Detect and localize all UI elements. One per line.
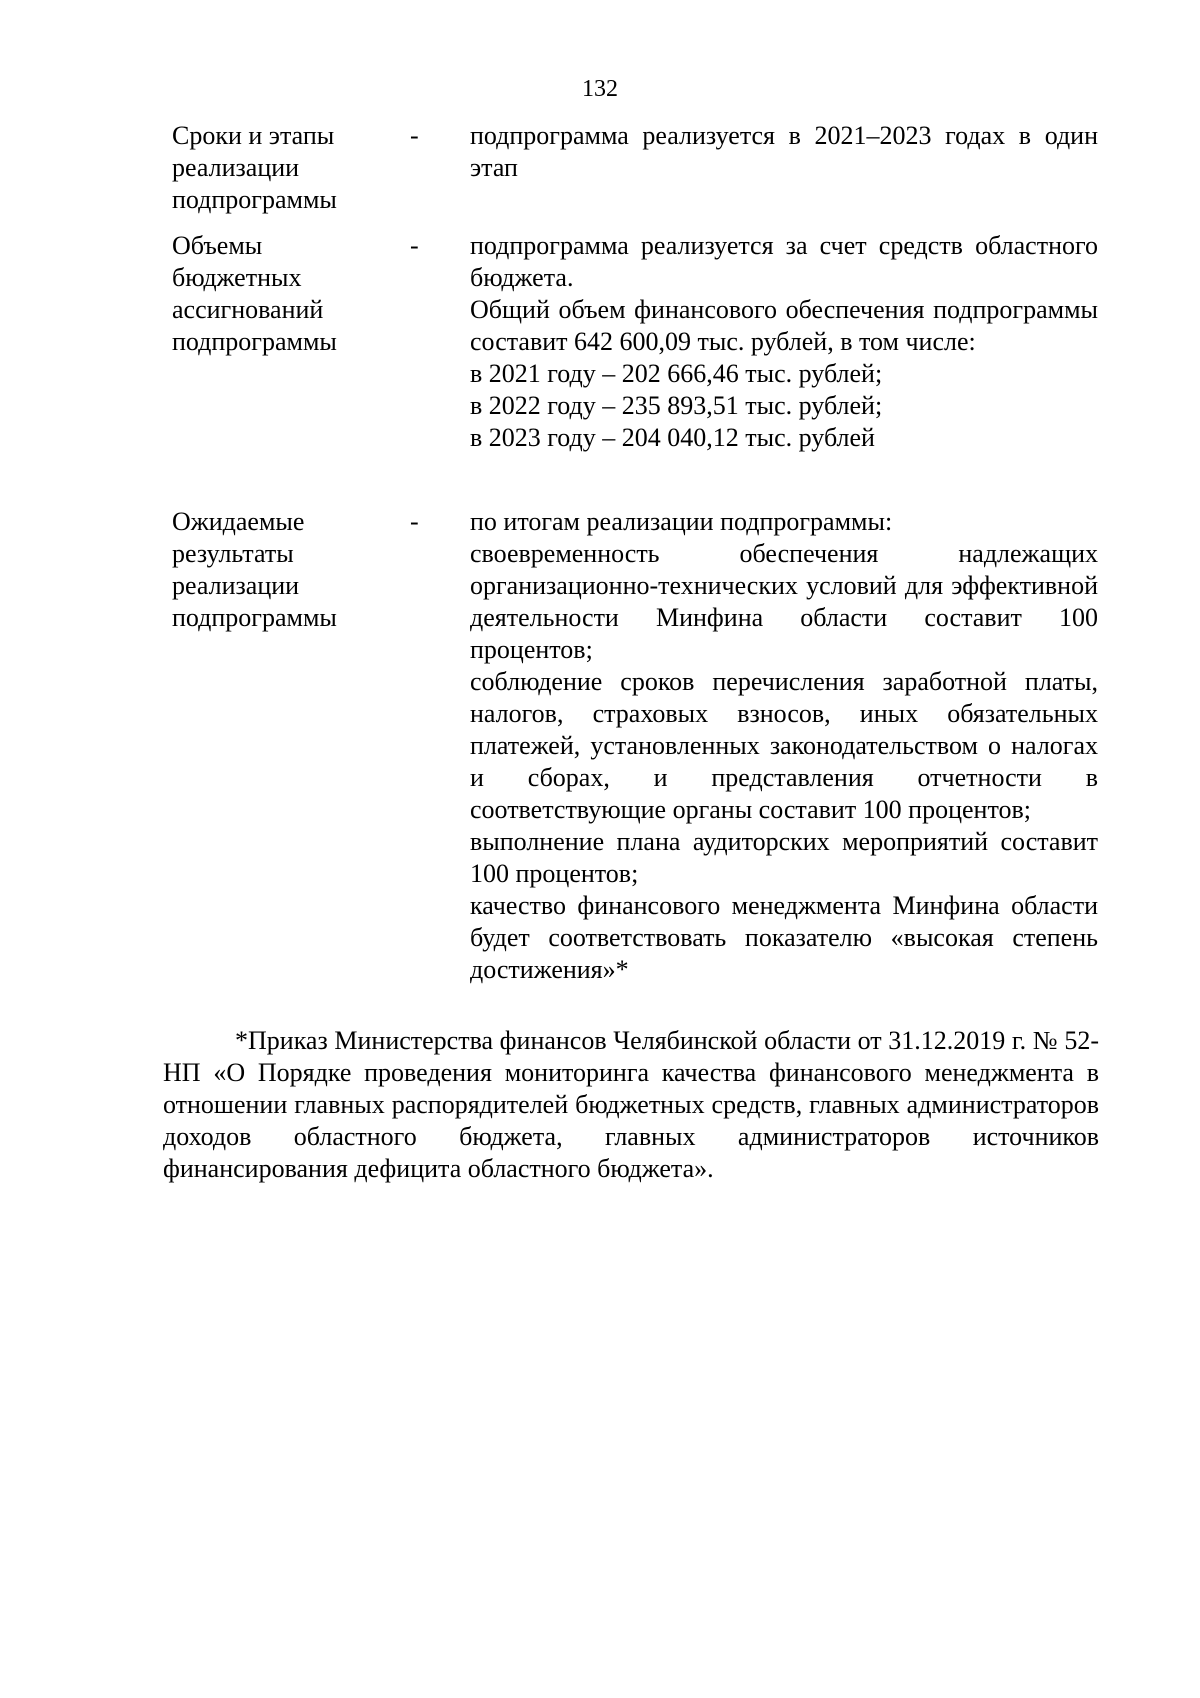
- row-dash: -: [410, 121, 419, 150]
- value-paragraph: подпрограмма реализуется в 2021–2023 годах в один этап: [470, 121, 1098, 182]
- row-label: [172, 230, 410, 358]
- row-label: [172, 506, 410, 634]
- label-line: бюджетных: [172, 263, 302, 292]
- label-line: реализации: [172, 571, 300, 600]
- value-paragraph: по итогам реализации подпрограммы:: [470, 507, 893, 536]
- row-dash: -: [410, 231, 419, 260]
- label-line: подпрограммы: [172, 603, 337, 632]
- row-values: [470, 506, 1098, 986]
- row-budget-allocations: [172, 230, 1098, 454]
- value-paragraph: качество финансового менеджмента Минфина области будет соответствовать показателю «высокая степень достижения»*: [470, 891, 1098, 984]
- footnote: *Приказ Министерства финансов Челябинской области от 31.12.2019 г. № 52-НП «О Порядке проведения мониторинга качества финансового менеджмента в отношении главных распорядителей бюджетных средств, главных администраторов доходов областного бюджета, главных администраторов источников финансирования дефицита областного бюджета».: [163, 1026, 1099, 1183]
- passport-table: [172, 120, 1098, 986]
- label-line: Объемы: [172, 231, 263, 260]
- row-dash: -: [410, 507, 419, 536]
- row-values: [470, 230, 1098, 454]
- label-line: результаты: [172, 539, 294, 568]
- value-paragraph: своевременность обеспечения надлежащих организационно-технических условий для эффективной деятельности Минфина области составит 100 процентов;: [470, 539, 1098, 664]
- value-paragraph: Общий объем финансового обеспечения подпрограммы составит 642 600,09 тыс. рублей, в том числе:: [470, 295, 1098, 356]
- row-label: [172, 120, 410, 216]
- label-line: подпрограммы: [172, 327, 337, 356]
- page-number: 132: [582, 76, 618, 102]
- value-paragraph: в 2022 году – 235 893,51 тыс. рублей;: [470, 391, 883, 420]
- label-line: ассигнований: [172, 295, 324, 324]
- value-paragraph: выполнение плана аудиторских мероприятий составит 100 процентов;: [470, 827, 1098, 888]
- row-values: [470, 120, 1098, 184]
- row-terms-and-stages: [172, 120, 1098, 216]
- label-line: подпрограммы: [172, 185, 337, 214]
- value-paragraph: подпрограмма реализуется за счет средств областного бюджета.: [470, 231, 1098, 292]
- value-paragraph: соблюдение сроков перечисления заработной платы, налогов, страховых взносов, иных обязательных платежей, установленных законодательством о налогах и сборах, и представления отчетности в соответствующие органы составит 100 процентов;: [470, 667, 1098, 824]
- label-line: Ожидаемые: [172, 507, 305, 536]
- label-line: реализации: [172, 153, 300, 182]
- value-paragraph: в 2021 году – 202 666,46 тыс. рублей;: [470, 359, 883, 388]
- value-paragraph: в 2023 году – 204 040,12 тыс. рублей: [470, 423, 875, 452]
- label-line: Сроки и этапы: [172, 121, 335, 150]
- row-expected-results: [172, 506, 1098, 986]
